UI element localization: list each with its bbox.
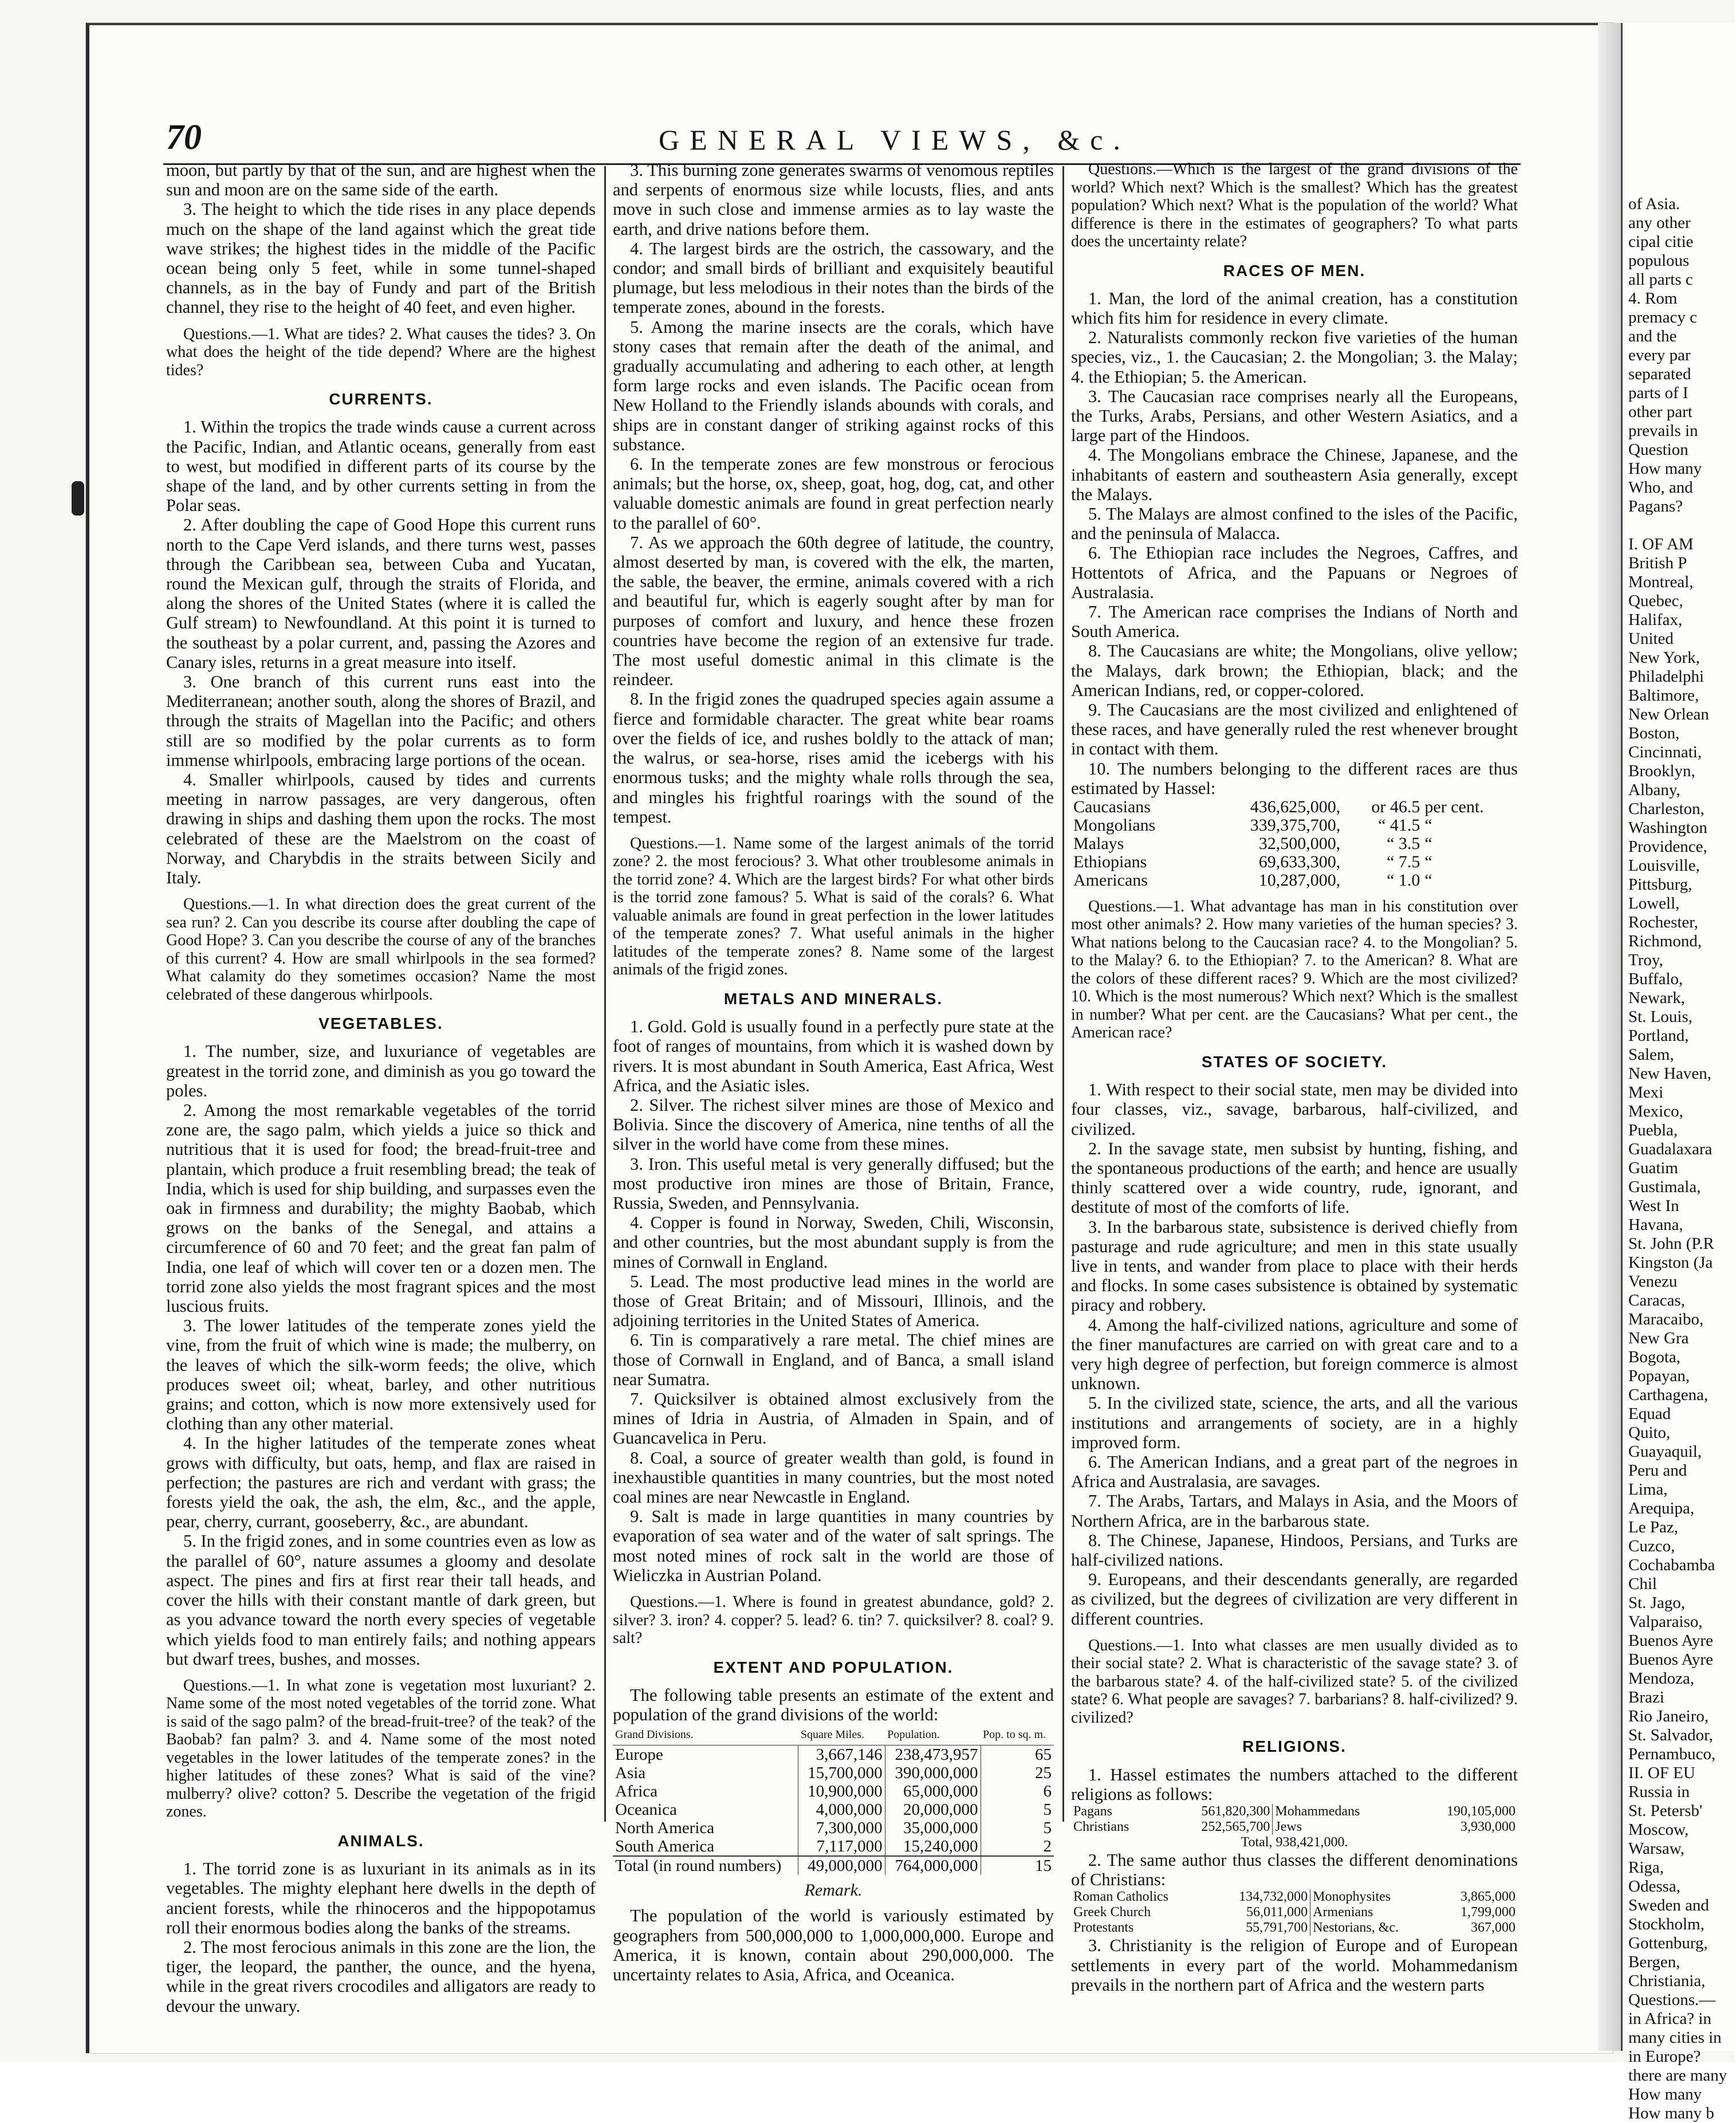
paragraph: 4. In the higher latitudes of the temperate zones wheat grows with difficulty, but oats, hemp, and flax are raised in perfection; the pastures are rich and verdant with grass; the forests yield the oak, the ash, the elm, &c., and the apple, pear, cherry, currant, gooseberry, &c., are abundant. xyxy=(166,1433,596,1532)
table-row xyxy=(1071,871,1518,890)
edge-text-line: Peru and xyxy=(1628,1461,1687,1480)
edge-text-line: Salem, xyxy=(1628,1045,1674,1064)
paragraph: 9. The Caucasians are the most civilized and enlightened of these races, and have generally ruled the rest whenever brought in contact with them. xyxy=(1071,699,1518,759)
table-cell: South America xyxy=(615,1837,715,1856)
running-head: GENERAL VIEWS, &c. xyxy=(659,124,1131,156)
table-cell: 2 xyxy=(981,1837,1054,1856)
edge-text-line: Baltimore, xyxy=(1628,686,1699,705)
edge-text-line: in Africa? in xyxy=(1628,2010,1711,2028)
paragraph: 2. Silver. The richest silver mines are those of Mexico and Bolivia. Since the discovery of America, nine tenths of all the silver in the world have come from these mines. xyxy=(613,1095,1054,1154)
edge-text-line: Pernambuco, xyxy=(1628,1745,1716,1763)
edge-text-line: Montreal, xyxy=(1628,573,1694,591)
table-cell: 15,700,000 xyxy=(798,1764,885,1782)
edge-text-line: Guayaquil, xyxy=(1628,1442,1702,1461)
edge-text-line: United xyxy=(1628,630,1674,648)
paragraph: 6. Tin is comparatively a rare metal. The chief mines are those of Cornwall in England, and of Banca, a small island near Sumatra. xyxy=(613,1330,1054,1389)
edge-text-line: Havana, xyxy=(1628,1216,1683,1234)
table-row xyxy=(613,1745,1054,1764)
paragraph: 8. In the frigid zones the quadruped species again assume a fierce and formidable character. The great white bear roams over the fields of ice, and rushes boldly to the attack of man; the walrus, or sea-horse, rises amid the icebergs with his enormous tusks; and the mighty whale rolls through the sea, and mingles his frightful roarings with the sound of the tempest. xyxy=(613,689,1054,827)
edge-text-line: every par xyxy=(1628,346,1691,364)
edge-text-line: Stockholm, xyxy=(1628,1915,1704,1933)
edge-text-line: of Asia. xyxy=(1628,195,1680,213)
edge-text-line: Equad xyxy=(1628,1405,1671,1423)
paragraph: 5. In the civilized state, science, the arts, and all the various institutions and arrangements of society, are in a highly improved form. xyxy=(1071,1393,1518,1452)
edge-text-line: Albany, xyxy=(1628,781,1680,799)
edge-text-line: Cincinnati, xyxy=(1628,743,1702,761)
paragraph: 3. One branch of this current runs east into the Mediterranean; another south, along the shores of Brazil, and through the straits of Magellan into the Pacific; and others still are so modified by the polar currents as to form immense whirlpools, embracing large portions of the ocean. xyxy=(166,671,596,770)
table-cell: Mongolians xyxy=(1073,815,1156,835)
table-cell: Mohammedans xyxy=(1273,1804,1407,1819)
table-cell: Christians xyxy=(1073,1819,1129,1834)
table-cell: “ xyxy=(1424,852,1432,871)
edge-text-line: premacy c xyxy=(1628,308,1697,327)
table-cell: Caucasians xyxy=(1073,797,1151,816)
table-cell: Armenians xyxy=(1310,1905,1436,1920)
table-cell: 7,300,000 xyxy=(798,1819,885,1837)
edge-text-line: Odessa, xyxy=(1628,1877,1681,1896)
paragraph: 7. The American race comprises the Indians of North and South America. xyxy=(1071,601,1518,642)
table-cell: or 46.5 xyxy=(1371,797,1420,816)
table-cell: 3,667,146 xyxy=(798,1745,885,1764)
edge-text-line: Kingston (Ja xyxy=(1628,1253,1713,1272)
paragraph: 3. The Caucasian race comprises nearly all the Europeans, the Turks, Arabs, Persians, and other Western Asiatics, and a large part of the Hindoos. xyxy=(1071,386,1518,446)
paragraph: The following table presents an estimate of the extent and population of the grand divisions of the world: xyxy=(613,1685,1054,1724)
table-row xyxy=(1071,1804,1518,1819)
edge-text-line: Lima, xyxy=(1628,1480,1668,1499)
edge-text-line: Mexico, xyxy=(1628,1102,1683,1121)
edge-text-line: Portland, xyxy=(1628,1027,1689,1045)
paragraph: 3. This burning zone generates swarms of venomous reptiles and serpents of enormous size while locusts, flies, and ants move in such close and immense armies as to lay waste the earth, and drive nations before them. xyxy=(613,160,1054,239)
table-cell: 436,625,000, xyxy=(1250,797,1341,816)
edge-text-line: Questions.— xyxy=(1628,1991,1716,2009)
paragraph: 5. In the frigid zones, and in some countries even as low as the parallel of 60°, nature assumes a gloomy and desolate aspect. The pines and firs at first rear their tall heads, and cover the hills with their constant mantle of dark green, but as you advance toward the north every species of vegetable which yields food to man entirely fails; and nothing appears but dwarf trees, bushes, and mosses. xyxy=(166,1531,596,1669)
paragraph: 2. The most ferocious animals in this zone are the lion, the tiger, the leopard, the panther, the ounce, and the hyena, while in the great rivers crocodiles and alligators are ready to devour the unwary. xyxy=(166,1937,596,2016)
edge-text-line: West In xyxy=(1628,1197,1679,1215)
edge-text-line: Le Paz, xyxy=(1628,1518,1678,1536)
paragraph: 4. The largest birds are the ostrich, the cassowary, and the condor; and small birds of brilliant and exquisitely beautiful plumage, but less melodious in their notes than the birds of the temperate zones, abound in the forests. xyxy=(613,238,1054,317)
section-heading: EXTENT AND POPULATION. xyxy=(713,1658,954,1676)
questions: Questions.—Which is the largest of the grand divisions of the world? Which next? Which is the smallest? Which has the greatest population? Which next? What is the population of the world? What difference is there in the estimates of geographers? To what parts does the uncertainty relate? xyxy=(1071,160,1518,250)
column-2 xyxy=(613,160,1054,1984)
paragraph: 4. Among the half-civilized nations, agriculture and some of the finer manufactures are carried on with great care and to a very high degree of perfection, but foreign commerce is almost unknown. xyxy=(1071,1315,1518,1394)
edge-text-line: Rochester, xyxy=(1628,913,1699,931)
table-cell: 10,287,000, xyxy=(1258,870,1341,890)
edge-text-line: Carthagena, xyxy=(1628,1386,1709,1404)
paragraph: 8. Coal, a source of greater wealth than gold, is found in inexhaustible quantities in many countries, but the most noted coal mines are near Newcastle in England. xyxy=(613,1448,1054,1507)
table-cell: 3,930,000 xyxy=(1461,1819,1515,1834)
edge-text-line: Popayan, xyxy=(1628,1367,1690,1385)
table-cell: “ xyxy=(1424,870,1432,890)
column-1 xyxy=(166,160,596,2016)
edge-text-line: 4. Rom xyxy=(1628,289,1678,308)
section-heading: ANIMALS. xyxy=(337,1831,424,1850)
edge-text-line: Mexi xyxy=(1628,1083,1664,1102)
edge-text-line: in Europe? xyxy=(1628,2047,1701,2066)
paragraph: 9. Europeans, and their descendants generally, are regarded as civilized, but the degrees of civilization are very different in different countries. xyxy=(1071,1570,1518,1629)
edge-text-line: any other xyxy=(1628,214,1691,232)
table-row xyxy=(1071,1889,1518,1905)
questions: Questions.—1. Where is found in greatest abundance, gold? 2. silver? 3. iron? 4. copper? 5. lead? 6. tin? 7. quicksilver? 8. coal? 9. salt? xyxy=(613,1593,1054,1647)
table-cell: Europe xyxy=(615,1745,663,1764)
table-cell: 15,240,000 xyxy=(885,1837,981,1856)
table-cell: 190,105,000 xyxy=(1447,1803,1515,1819)
table-cell: 134,732,000 xyxy=(1239,1889,1308,1905)
section-heading: STATES OF SOCIETY. xyxy=(1201,1052,1388,1071)
edge-text-line: Maracaibo, xyxy=(1628,1310,1704,1328)
table-cell: 65,000,000 xyxy=(885,1782,981,1800)
table-cell: 10,900,000 xyxy=(798,1782,885,1800)
paragraph: 1. With respect to their social state, men may be divided into four classes, viz., savage, barbarous, half-civilized, and civilized. xyxy=(1071,1080,1518,1139)
edge-text-line: populous xyxy=(1628,251,1690,270)
edge-text-line: parts of I xyxy=(1628,384,1688,402)
paragraph: 4. Copper is found in Norway, Sweden, Chili, Wisconsin, and other countries, but the most abundant supply is from the mines of Cornwall in England. xyxy=(613,1213,1054,1272)
table-header: Pop. to sq. m. xyxy=(981,1724,1054,1745)
table-cell: 1,799,000 xyxy=(1461,1905,1515,1920)
paragraph: 4. Smaller whirlpools, caused by tides and currents meeting in narrow passages, are very dangerous, often drawing in ships and dashing them upon the rocks. The most celebrated of these are the Maelstrom on the coast of Norway, and Charybdis in the straits between Sicily and Italy. xyxy=(166,769,596,887)
edge-text-line: Quito, xyxy=(1628,1424,1671,1442)
table-header: Population. xyxy=(885,1724,981,1745)
questions: Questions.—1. Name some of the largest animals of the torrid zone? 2. the most ferocious? 3. What other troublesome animals in the torrid zone? 4. Which are the largest birds? For what other birds is the torrid zone famous? 5. What is said of the corals? 6. What valuable animals are found in great perfection in the lower latitudes of the temperate zones? 7. What useful animals in the higher latitudes of the temperate zones? 8. Name some of the largest animals of the frigid zones. xyxy=(613,834,1054,979)
religions-table xyxy=(1071,1804,1518,1850)
edge-text-line: Riga, xyxy=(1628,1858,1664,1877)
edge-text-line: St. Petersb' xyxy=(1628,1802,1703,1820)
table-cell: 252,565,700 xyxy=(1201,1819,1270,1834)
paragraph: 9. Salt is made in large quantities in many countries by evaporation of sea water and of the water of salt springs. The most noted mines of rock salt in the world are those of Wieliczka in Austrian Poland. xyxy=(613,1507,1054,1585)
column-rule-1 xyxy=(604,166,606,1822)
edge-text-line: New Orlean xyxy=(1628,705,1709,724)
table-cell: 367,000 xyxy=(1471,1920,1515,1936)
paragraph: 7. The Arabs, Tartars, and Malays in Asia, and the Moors of Northern Africa, are in the barbarous state. xyxy=(1071,1491,1518,1531)
edge-text-line: Providence, xyxy=(1628,838,1707,856)
edge-text-line: cipal citie xyxy=(1628,233,1694,251)
paragraph: The population of the world is variously estimated by geographers from 500,000,000 to 1,000,000,000. Europe and America, it is known, contain about 290,000,000. The uncertainty relates to Asia, Africa, and Oceanica. xyxy=(613,1906,1054,1984)
edge-text-line: Pagans? xyxy=(1628,497,1683,516)
paragraph: 6. The Ethiopian race includes the Negroes, Caffres, and Hottentots of Africa, and the Papuans or Negroes of Australasia. xyxy=(1071,543,1518,602)
paragraph: 1. The number, size, and luxuriance of vegetables are greatest in the torrid zone, and diminish as you go toward the poles. xyxy=(166,1041,596,1100)
table-total-row xyxy=(613,1856,1054,1875)
grand-divisions-table xyxy=(613,1724,1054,1875)
paragraph: 2. Among the most remarkable vegetables of the torrid zone are, the sago palm, which yields a juice so thick and nutritious that it is used for food; the bread-fruit-tree and plantain, which produce a fruit resembling bread; the teak of India, which is used for ship building, and surpasses even the oak in firmness and durability; the mighty Baobab, which grows on the banks of the Senegal, and attains a circumference of 60 and 70 feet; and the great fan palm of India, one leaf of which will cover ten or a dozen men. The torrid zone also yields the most fragrant spices and the most luscious fruits. xyxy=(166,1100,596,1316)
edge-text-line: How many b xyxy=(1628,2104,1714,2122)
edge-text-line: Moscow, xyxy=(1628,1821,1689,1839)
table-header: Grand Divisions. xyxy=(613,1724,798,1745)
page-gutter xyxy=(1598,23,1621,2051)
edge-text-line: Brazi xyxy=(1628,1688,1664,1707)
edge-text-line: Puebla, xyxy=(1628,1121,1678,1139)
edge-text-line: Arequipa, xyxy=(1628,1499,1695,1517)
paragraph: 2. Naturalists commonly reckon five varieties of the human species, viz., 1. the Caucasian; 2. the Mongolian; 3. the Malay; 4. the Ethiopian; 5. the American. xyxy=(1071,328,1518,387)
table-cell: Greek Church xyxy=(1073,1905,1151,1920)
table-cell: Africa xyxy=(615,1782,658,1801)
paragraph: 10. The numbers belonging to the different races are thus estimated by Hassel: xyxy=(1071,758,1518,798)
edge-text-line: Question xyxy=(1628,441,1688,459)
table-row xyxy=(1071,816,1518,835)
table-cell: 3,865,000 xyxy=(1461,1889,1515,1905)
edge-text-line: prevails in xyxy=(1628,422,1698,440)
questions: Questions.—1. What advantage has man in his constitution over most other animals? 2. How many varieties of the human species? 3. What nations belong to the Caucasian race? 4. to the Mongolian? 5. to the Malay? 6. to the Ethiopian? 7. to the American? 8. What are the colors of these different races? 9. Which are the most civilized? 10. Which is the most numerous? Which next? Which is the smallest in number? What per cent. are the Caucasians? What per cent., the American race? xyxy=(1071,897,1518,1042)
questions: Questions.—1. In what zone is vegetation most luxuriant? 2. Name some of the most noted vegetables of the torrid zone. What is said of the sago palm? of the bread-fruit-tree? of the teak? of the Baobab? fan palm? 3. and 4. Name some of the most noted vegetables in the lower latitudes of the temperate zones? in the higher latitudes of these zones? What is said of the vine? mulberry? olive? cotton? 5. Describe the vegetation of the frigid zones. xyxy=(166,1676,596,1821)
edge-text-line: How many xyxy=(1628,2085,1702,2104)
edge-text-line: Gustimala, xyxy=(1628,1178,1701,1196)
edge-text-line: many cities in xyxy=(1628,2028,1722,2047)
table-cell: 339,375,700, xyxy=(1250,815,1341,835)
edge-text-line: Caracas, xyxy=(1628,1291,1686,1310)
adjacent-page-edge xyxy=(1621,23,1736,2122)
table-row xyxy=(1071,1819,1518,1835)
edge-text-line: Newark, xyxy=(1628,989,1686,1007)
table-row xyxy=(1071,798,1518,816)
table-cell: Total (in round numbers) xyxy=(613,1856,798,1875)
page-number: 70 xyxy=(166,118,202,157)
section-heading: RELIGIONS. xyxy=(1242,1737,1347,1756)
edge-text-line xyxy=(1628,516,1727,535)
edge-text-line: Troy, xyxy=(1628,951,1663,969)
edge-text-line: Warsaw, xyxy=(1628,1839,1685,1858)
section-heading: CURRENTS. xyxy=(329,390,433,408)
edge-text-line: other part xyxy=(1628,403,1692,421)
table-cell: 32,500,000, xyxy=(1258,834,1341,853)
table-cell: Asia xyxy=(615,1764,646,1783)
remark-heading: Remark. xyxy=(804,1881,863,1900)
paragraph: 7. As we approach the 60th degree of latitude, the country, almost deserted by man, is covered with the elk, the marten, the sable, the beaver, the ermine, animals covered with a rich and beautiful fur, which is eagerly sought after by man for purposes of comfort and luxury, and hence these frozen countries have become the region of an extensive fur trade. The most useful domestic animal in this climate is the reindeer. xyxy=(613,532,1054,690)
table-cell: 69,633,300, xyxy=(1258,852,1341,871)
paragraph: 8. The Caucasians are white; the Mongolians, olive yellow; the Malays, dark brown; the Ethiopian, black; and the American Indians, red, or copper-colored. xyxy=(1071,641,1518,700)
edge-text-line: Buenos Ayre xyxy=(1628,1650,1713,1669)
paragraph: 8. The Chinese, Japanese, Hindoos, Persians, and Turks are half-civilized nations. xyxy=(1071,1530,1518,1570)
edge-text-line: St. Louis, xyxy=(1628,1008,1692,1026)
table-cell: 764,000,000 xyxy=(885,1856,981,1875)
edge-text-line: II. OF EU xyxy=(1628,1764,1695,1782)
edge-text-line: Gottenburg, xyxy=(1628,1934,1708,1952)
paragraph: 5. Among the marine insects are the corals, which have stony cases that remain after the death of the animal, and gradually accumulating and adhering to each other, at length form large rocks and even islands. The Pacific ocean from New Holland to the Friendly islands abounds with corals, and ships are in constant danger of striking against rocks of this substance. xyxy=(613,317,1054,454)
denominations-table xyxy=(1071,1889,1518,1936)
table-cell: 6 xyxy=(981,1782,1054,1800)
edge-text-line: all parts c xyxy=(1628,270,1693,289)
paragraph: 4. The Mongolians embrace the Chinese, Japanese, and the inhabitants of eastern and southeastern Asia generally, except the Malays. xyxy=(1071,445,1518,504)
table-cell: 4,000,000 xyxy=(798,1800,885,1819)
table-cell: Jews xyxy=(1273,1819,1407,1835)
edge-text-line: New York, xyxy=(1628,648,1700,667)
table-cell: Total, 938,421,000. xyxy=(1241,1834,1348,1850)
edge-text-line: New Gra xyxy=(1628,1329,1689,1347)
table-row xyxy=(613,1782,1054,1800)
table-row xyxy=(1071,853,1518,871)
questions: Questions.—1. In what direction does the great current of the sea run? 2. Can you describe its course after doubling the cape of Good Hope? 3. Can you describe the course of any of the branches of this current? 4. How are small whirlpools in the sea formed? What calamity do they sometimes occasion? Name the most celebrated of these dangerous whirlpools. xyxy=(166,895,596,1004)
edge-text-line: How many xyxy=(1628,459,1702,478)
edge-text-line: Louisville, xyxy=(1628,856,1700,875)
edge-text-line: I. OF AM xyxy=(1628,535,1694,553)
questions: Questions.—1. Into what classes are men usually divided as to their social state? 2. What is characteristic of the savage state? 3. of the barbarous state? 4. of the half-civilized state? 5. of the civilized state? 6. What people are savages? 7. barbarians? 8. half-civilized? 9. civilized? xyxy=(1071,1636,1518,1727)
table-cell: North America xyxy=(615,1819,715,1838)
edge-text-line: Brooklyn, xyxy=(1628,762,1695,780)
edge-text-line: British P xyxy=(1628,554,1687,572)
paragraph: 3. Iron. This useful metal is very generally diffused; but the most productive iron mines are those of Britain, France, Russia, Sweden, and Pennsylvania. xyxy=(613,1154,1054,1213)
table-cell: “ xyxy=(1424,815,1432,835)
section-heading: RACES OF MEN. xyxy=(1223,261,1366,280)
paragraph: 1. Man, the lord of the animal creation, has a constitution which fits him for residence in every climate. xyxy=(1071,288,1518,328)
paragraph: 1. Within the tropics the trade winds cause a current across the Pacific, Indian, and Atlantic oceans, generally from east to west, but modified in different parts of its course by the shape of the land, and by other currents setting in from the Polar seas. xyxy=(166,417,596,516)
paragraph: moon, but partly by that of the sun, and are highest when the sun and moon are on the same side of the earth. xyxy=(166,160,596,200)
table-cell: Monophysites xyxy=(1310,1889,1436,1905)
paragraph: 3. In the barbarous state, subsistence is derived chiefly from pasturage and rude agriculture; and men in this state usually live in tents, and wander from place to place with their herds and flocks. In some cases subsistence is obtained by systematic piracy and robbery. xyxy=(1071,1217,1518,1315)
edge-text-line: Rio Janeiro, xyxy=(1628,1707,1709,1725)
edge-text-line: and the xyxy=(1628,327,1677,345)
table-row xyxy=(1071,1920,1518,1936)
edge-text-line: Christiania, xyxy=(1628,1972,1706,1990)
edge-text-line: Cochabamba xyxy=(1628,1556,1715,1574)
edge-text-line: Halifax, xyxy=(1628,611,1683,629)
table-row xyxy=(613,1837,1054,1856)
table-cell: Malays xyxy=(1073,834,1124,853)
table-cell: “ 41.5 xyxy=(1378,815,1420,835)
table-row xyxy=(1071,1835,1518,1850)
table-cell: Pagans xyxy=(1073,1803,1112,1819)
edge-text-line: Philadelphi xyxy=(1628,667,1704,686)
table-cell: 7,117,000 xyxy=(798,1837,885,1856)
edge-text-line: separated xyxy=(1628,365,1691,383)
table-cell: 15 xyxy=(981,1856,1054,1875)
paragraph: 2. In the savage state, men subsist by hunting, fishing, and the spontaneous productions of the earth; and hence are usually thinly scattered over a wide country, rude, ignorant, and destitute of most of the comforts of life. xyxy=(1071,1138,1518,1217)
edge-text-line: there are many xyxy=(1628,2066,1727,2085)
paragraph: 3. The lower latitudes of the temperate zones yield the vine, from the fruit of which wine is made; the mulberry, on the leaves of which the silk-worm feeds; the olive, which produces sweet oil; wheat, barley, and other nutritious grains; and cotton, which is now more extensively used for clothing than any other material. xyxy=(166,1316,596,1434)
edge-text-line: Russia in xyxy=(1628,1783,1690,1801)
edge-text-line: Cuzco, xyxy=(1628,1537,1675,1555)
table-cell: Americans xyxy=(1073,870,1148,890)
edge-text-line: Boston, xyxy=(1628,724,1680,742)
edge-text-line: St. Jago, xyxy=(1628,1594,1686,1612)
table-cell: “ xyxy=(1424,834,1432,853)
paragraph: 5. The Malays are almost confined to the isles of the Pacific, and the peninsula of Malacca. xyxy=(1071,504,1518,544)
table-row xyxy=(613,1819,1054,1837)
edge-text-line: Chil xyxy=(1628,1575,1657,1593)
table-cell: 25 xyxy=(981,1764,1054,1782)
table-cell: Nestorians, &c. xyxy=(1310,1920,1436,1936)
binding-mark xyxy=(72,481,84,516)
table-row xyxy=(613,1764,1054,1782)
table-cell: 49,000,000 xyxy=(798,1856,885,1875)
table-cell: 5 xyxy=(981,1819,1054,1837)
edge-text-line: New Haven, xyxy=(1628,1064,1711,1083)
paragraph: 1. Gold. Gold is usually found in a perfectly pure state at the foot of ranges of mountains, from which it is washed down by rivers. It is most abundant in South America, East Africa, West Africa, and the Asiatic isles. xyxy=(613,1017,1054,1095)
paragraph: 1. The torrid zone is as luxuriant in its animals as in its vegetables. The mighty elephant here dwells in the depth of ancient forests, while the rhinoceros and the hippopotamus roll their enormous bodies along the banks of the streams. xyxy=(166,1859,596,1937)
edge-text-line: Buffalo, xyxy=(1628,970,1683,988)
edge-text-line: Washington xyxy=(1628,819,1707,837)
paragraph: 2. After doubling the cape of Good Hope this current runs north to the Cape Verd islands, and there turns west, passes through the Caribbean sea, between Cuba and Yucatan, round the Mexican gulf, through the straits of Florida, and along the shores of the United States (where it is called the Gulf stream) to Newfoundland. At this point it is turned to the southeast by a polar current, and, passing the Azores and Canary isles, returns in a great measure into itself. xyxy=(166,515,596,672)
questions: Questions.—1. What are tides? 2. What causes the tides? 3. On what does the height of the tide depend? Where are the highest tides? xyxy=(166,325,596,379)
table-cell: “ 7.5 xyxy=(1387,852,1420,871)
paragraph: 6. The American Indians, and a great part of the negroes in Africa and Australasia, are savages. xyxy=(1071,1452,1518,1492)
table-cell: Roman Catholics xyxy=(1073,1889,1168,1905)
edge-text-line: Quebec, xyxy=(1628,592,1683,610)
table-cell: “ 3.5 xyxy=(1387,834,1420,853)
paragraph: 1. Hassel estimates the numbers attached to the different religions as follows: xyxy=(1071,1764,1518,1804)
table-cell: 56,011,000 xyxy=(1246,1905,1308,1920)
section-heading: METALS AND MINERALS. xyxy=(723,989,943,1008)
edge-text-line: Charleston, xyxy=(1628,800,1704,818)
table-cell: “ 1.0 xyxy=(1387,870,1420,890)
section-heading: VEGETABLES. xyxy=(318,1015,443,1033)
table-cell: 390,000,000 xyxy=(885,1764,981,1782)
table-cell: 5 xyxy=(981,1800,1054,1819)
paragraph: 6. In the temperate zones are few monstrous or ferocious animals; but the horse, ox, sheep, goat, hog, dog, cat, and other valuable domestic animals are found in great perfection nearly to the parallel of 60°. xyxy=(613,454,1054,533)
edge-text-line: Guatim xyxy=(1628,1159,1678,1177)
edge-text-line: Guadalaxara xyxy=(1628,1140,1713,1158)
table-cell: 65 xyxy=(981,1745,1054,1764)
table-row xyxy=(1071,1905,1518,1920)
edge-text-line: Buenos Ayre xyxy=(1628,1631,1713,1650)
paragraph: 3. The height to which the tide rises in any place depends much on the shape of the land against which the great tide wave strikes; the highest tides in the middle of the Pacific ocean being only 5 feet, while in some tunnel-shaped channels, as in the bay of Fundy and part of the British channel, they rise to the height of 40 feet, and even higher. xyxy=(166,199,596,317)
edge-text-line: Sweden and xyxy=(1628,1896,1709,1914)
table-cell: Oceanica xyxy=(615,1800,677,1819)
column-3 xyxy=(1071,160,1518,1995)
table-cell: 55,791,700 xyxy=(1246,1920,1308,1936)
paragraph: 5. Lead. The most productive lead mines in the world are those of Great Britain; and of Missouri, Illinois, and the adjoining territories in the United States of America. xyxy=(613,1271,1054,1331)
races-table xyxy=(1071,798,1518,890)
table-cell: Ethiopians xyxy=(1073,852,1147,871)
edge-text-line: Valparaiso, xyxy=(1628,1613,1703,1631)
table-cell: 238,473,957 xyxy=(885,1745,981,1764)
table-cell: 35,000,000 xyxy=(885,1819,981,1837)
paragraph: 3. Christianity is the religion of Europe and of European settlements in every part of the world. Mohammedanism prevails in the northern part of Africa and the western parts xyxy=(1071,1936,1518,1995)
edge-text-line: Bogota, xyxy=(1628,1348,1681,1366)
table-cell: 561,820,300 xyxy=(1201,1803,1270,1819)
table-cell: 20,000,000 xyxy=(885,1800,981,1819)
table-cell: Protestants xyxy=(1073,1920,1134,1936)
paragraph: 2. The same author thus classes the different denominations of Christians: xyxy=(1071,1850,1518,1890)
edge-text-line: Richmond, xyxy=(1628,932,1702,950)
edge-text-line: Venezu xyxy=(1628,1272,1678,1291)
edge-text-line: Lowell, xyxy=(1628,894,1680,913)
table-row xyxy=(613,1800,1054,1819)
table-cell: per cent. xyxy=(1424,797,1484,816)
table-header: Square Miles. xyxy=(798,1724,885,1745)
column-rule-2 xyxy=(1062,166,1064,1822)
paragraph: 7. Quicksilver is obtained almost exclusively from the mines of Idria in Austria, of Almaden in Spain, and of Guancavelica in Peru. xyxy=(613,1389,1054,1448)
edge-text-line: St. John (P.R xyxy=(1628,1235,1714,1253)
edge-text-line: Mendoza, xyxy=(1628,1669,1695,1688)
table-row xyxy=(1071,835,1518,853)
edge-text-line: St. Salvador, xyxy=(1628,1726,1713,1744)
edge-text-line: Bergen, xyxy=(1628,1953,1680,1971)
adjacent-page-text xyxy=(1628,195,1727,2123)
edge-text-line: Who, and xyxy=(1628,478,1693,497)
edge-text-line: Pittsburg, xyxy=(1628,875,1692,894)
